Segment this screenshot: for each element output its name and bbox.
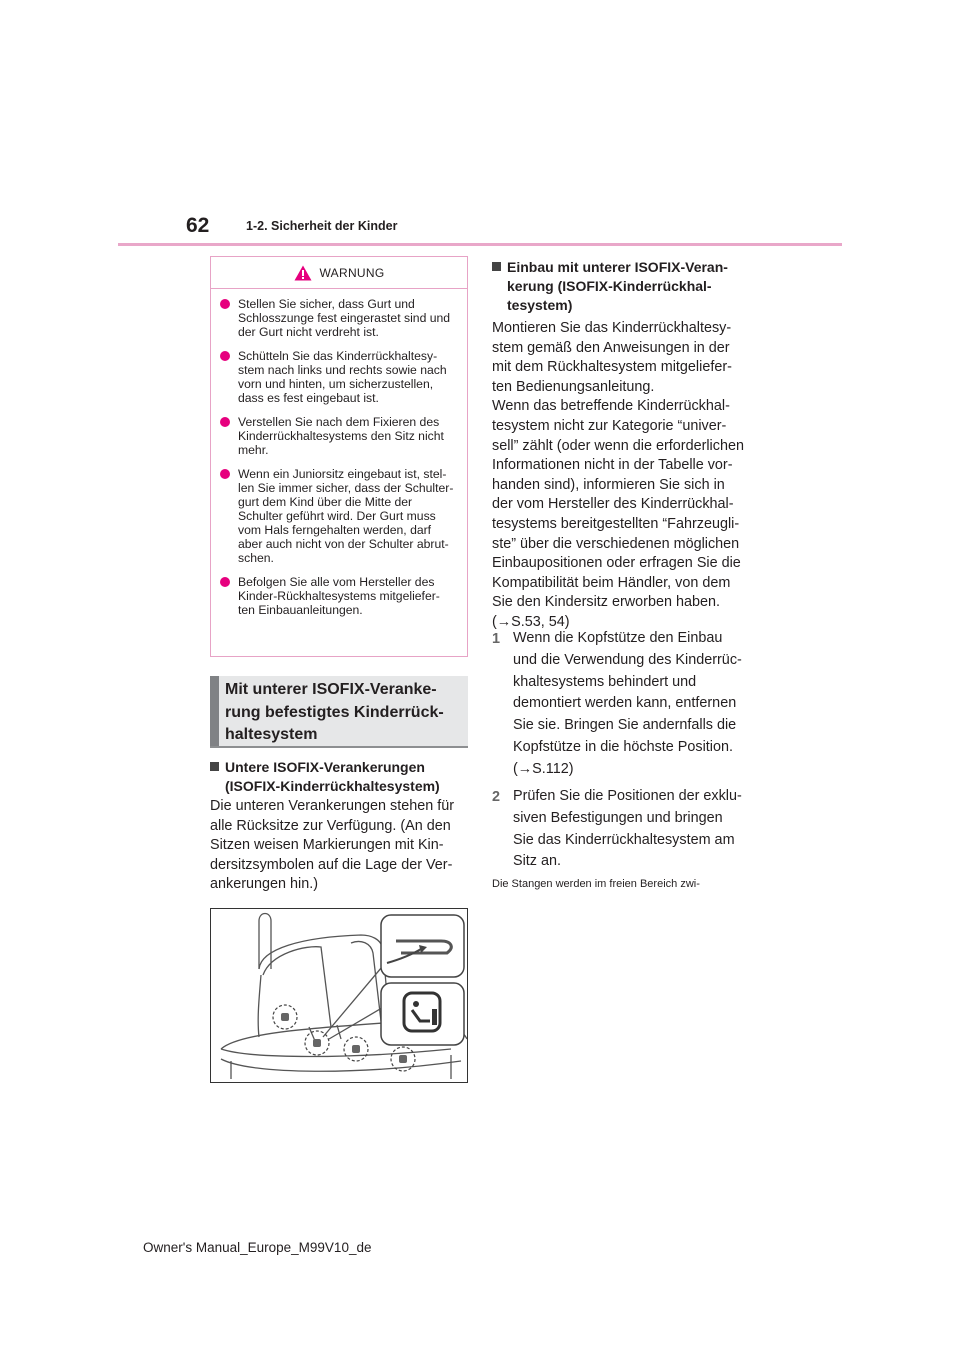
square-bullet-icon — [210, 762, 219, 771]
warning-item — [220, 467, 457, 565]
lower-anchors-body: Die unteren Verankerungen stehen für alle Rücksitze zur Verfügung. (An den Sitzen weisen Markierungen mit Kin- dersitzsymbolen auf die Lage der Ver- ankerungen hin.) — [210, 798, 455, 893]
step-number: 1 — [492, 631, 501, 647]
warning-item-text: Verstellen Sie nach dem Fixieren des Kinderrückhaltesystems den Sitz nicht mehr. — [238, 415, 444, 457]
isofix-installation-subheading — [492, 258, 728, 315]
isofix-installation-subheading-text: Einbau mit unterer ISOFIX-Veran- kerung (ISOFIX-Kinderrückhal- tesystem) — [507, 259, 728, 313]
step-2 — [492, 786, 742, 873]
pink-bullet-icon — [220, 577, 230, 587]
warning-item-text: Schütteln Sie das Kinderrückhaltesy- stem nach links und rechts sowie nach vorn und hinten, um sicherzustellen, dass es fest eingebaut ist. — [238, 349, 447, 405]
isofix-section-heading-text: Mit unterer ISOFIX-Veranke- rung befestigtes Kinderrück- haltesystem — [225, 681, 444, 743]
warning-item — [220, 415, 457, 457]
square-bullet-icon — [492, 262, 501, 271]
step-text: Wenn die Kopfstütze den Einbau und die Verwendung des Kinderrüc- khaltesystems behindert und demontiert werden kann, entfernen Sie sie. Bringen Sie andernfalls die Kopfstütze in die höchste Position. (→S.112) — [513, 630, 742, 777]
warning-item-text: Stellen Sie sicher, dass Gurt und Schlosszunge fest eingerastet sind und der Gurt nicht verdreht ist. — [238, 297, 451, 339]
step-1 — [492, 628, 742, 781]
warning-item — [220, 349, 457, 405]
pink-bullet-icon — [220, 417, 230, 427]
section-header: 1-2. Sicherheit der Kinder — [246, 219, 398, 233]
warning-title: WARNUNG — [319, 265, 385, 280]
isofix-installation-body: Montieren Sie das Kinderrückhaltesy- stem gemäß den Anweisungen in der mit dem Rückhaltesystem mitgeliefer- ten Bedienungsanleitung. Wenn das betreffende Kinderrückhal- tesystem nicht zur Kategorie “univer- sell” zählt (oder wenn die erforderlichen Informationen nicht in der Tabelle vor- handen sind), informieren Sie sich in der vom Hersteller des Kinderrückhal- tesystems bereitgestellten “Fahrzeugli- ste” über die verschiedenen möglichen Einbaupositionen oder erfragen Sie die Kompatibilität beim Händler, von dem Sie den Kindersitz erworben haben. (→S.53, 54) — [492, 320, 744, 630]
warning-list — [211, 289, 467, 617]
pink-bullet-icon — [220, 469, 230, 479]
lower-anchors-subheading-text: Untere ISOFIX-Verankerungen (ISOFIX-Kinderrückhaltesystem) — [225, 759, 440, 794]
pink-bullet-icon — [220, 351, 230, 361]
rear-seat-drawing — [211, 909, 468, 1083]
pink-bullet-icon — [220, 299, 230, 309]
warning-item — [220, 575, 457, 617]
lower-anchors-subheading — [210, 758, 440, 796]
warning-item — [220, 297, 457, 339]
heading-bar — [210, 676, 219, 746]
warning-header — [211, 257, 467, 289]
step-text: Prüfen Sie die Positionen der exklu- siven Befestigungen und bringen Sie das Kinderrückhaltesystem am Sitz an. — [513, 788, 742, 870]
small-note: Die Stangen werden im freien Bereich zwi- — [492, 878, 700, 890]
isofix-section-heading — [210, 676, 468, 748]
page-number: 62 — [186, 214, 210, 237]
warning-box — [210, 256, 468, 657]
isofix-seat-illustration — [210, 908, 468, 1083]
warning-item-text: Wenn ein Juniorsitz eingebaut ist, stel- len Sie immer sicher, dass der Schulter- gurt dem Kind über die Mitte der Schulter geführt wird. Der Gurt muss vom Hals ferngehalten werden, darf aber auch nicht von der Schulter abrut- schen. — [238, 467, 454, 565]
warning-item-text: Befolgen Sie alle vom Hersteller des Kinder-Rückhaltesystems mitgeliefer- ten Einbauanleitungen. — [238, 575, 440, 617]
warning-triangle-icon — [294, 265, 312, 281]
header-rule — [118, 243, 842, 246]
step-number: 2 — [492, 789, 501, 805]
footer-text: Owner's Manual_Europe_M99V10_de — [143, 1240, 372, 1255]
